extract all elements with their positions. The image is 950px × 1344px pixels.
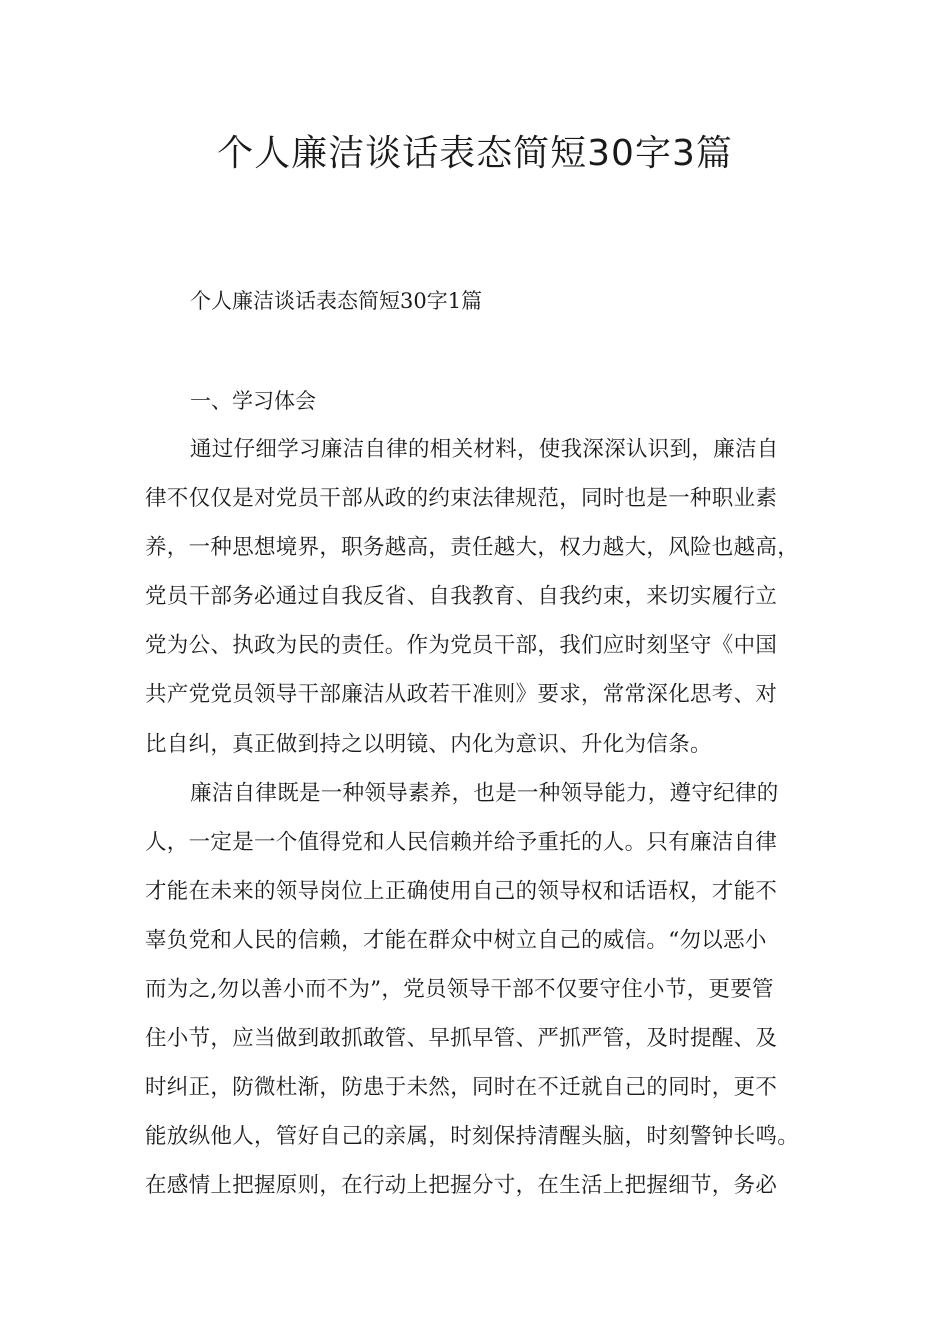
body-text [145, 434, 835, 1220]
paragraph-line: 在感情上把握原则，在行动上把握分寸，在生活上把握细节，务必 [145, 1173, 778, 1199]
paragraph-line: 而为之,勿以善小而不为”，党员领导干部不仅要守住小节，更要管 [145, 977, 774, 1003]
paragraph-line: 共产党党员领导干部廉洁从政若干准则》要求，常常深化思考、对 [145, 682, 778, 708]
paragraph-line: 才能在未来的领导岗位上正确使用自己的领导权和话语权，才能不 [145, 878, 778, 904]
paragraph-line: 时纠正，防微杜渐，防患于未然，同时在不迁就自己的同时，更不 [145, 1075, 778, 1101]
section-heading: 一、学习体会 [190, 389, 316, 413]
paragraph-line: 辜负党和人民的信赖，才能在群众中树立自己的威信。“勿以恶小 [145, 927, 767, 953]
paragraph-line: 人，一定是一个值得党和人民信赖并给予重托的人。只有廉洁自律 [145, 829, 778, 855]
paragraph-line: 养，一种思想境界，职务越高，责任越大，权力越大，风险也越高， [145, 535, 800, 561]
paragraph-line: 比自纠，真正做到持之以明镜、内化为意识、升化为信条。 [145, 731, 712, 757]
document-title: 个人廉洁谈话表态简短30字3篇 [217, 133, 733, 174]
document-subtitle: 个人廉洁谈话表态简短30字1篇 [190, 289, 483, 313]
paragraph-line: 住小节，应当做到敢抓敢管、早抓早管、严抓严管，及时提醒、及 [145, 1026, 778, 1052]
paragraph-line: 律不仅仅是对党员干部从政的约束法律规范，同时也是一种职业素 [145, 486, 778, 512]
paragraph-line: 党为公、执政为民的责任。作为党员干部，我们应时刻坚守《中国 [145, 633, 778, 659]
paragraph-line: 党员干部务必通过自我反省、自我教育、自我约束，来切实履行立 [145, 584, 778, 610]
paragraph-line: 能放纵他人，管好自己的亲属，时刻保持清醒头脑，时刻警钟长鸣。 [145, 1124, 800, 1150]
paragraph-line: 通过仔细学习廉洁自律的相关材料，使我深深认识到，廉洁自 [190, 437, 779, 462]
paragraph-line: 廉洁自律既是一种领导素养，也是一种领导能力，遵守纪律的 [190, 780, 779, 806]
